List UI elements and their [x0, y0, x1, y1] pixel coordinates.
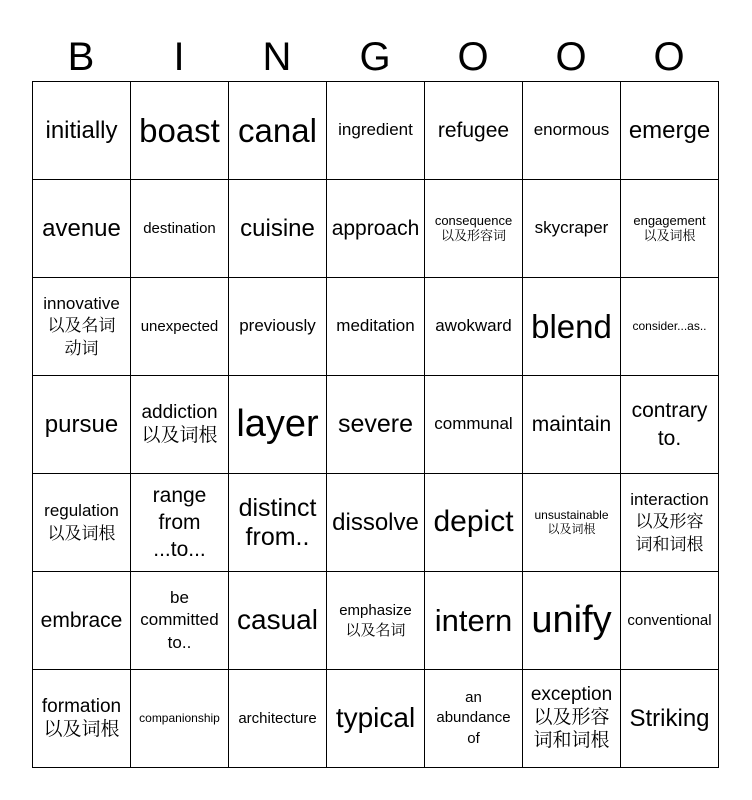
bingo-cell[interactable]: engagement 以及词根 [621, 180, 719, 278]
bingo-cell[interactable]: be committed to.. [131, 572, 229, 670]
header-letter: N [262, 35, 292, 79]
header-letter: O [653, 35, 685, 79]
bingo-cell[interactable]: maintain [523, 376, 621, 474]
bingo-cell[interactable]: severe [327, 376, 425, 474]
bingo-cell[interactable]: unexpected [131, 278, 229, 376]
bingo-cell[interactable]: previously [229, 278, 327, 376]
bingo-cell[interactable]: depict [425, 474, 523, 572]
bingo-cell[interactable]: conventional [621, 572, 719, 670]
bingo-cell[interactable]: emerge [621, 82, 719, 180]
header-letter: I [173, 35, 185, 79]
bingo-cell[interactable]: innovative 以及名词 动词 [33, 278, 131, 376]
bingo-cell[interactable]: exception 以及形容 词和词根 [523, 670, 621, 768]
header-letter: O [457, 35, 489, 79]
bingo-cell[interactable]: architecture [229, 670, 327, 768]
bingo-cell[interactable]: ingredient [327, 82, 425, 180]
bingo-cell[interactable]: unify [523, 572, 621, 670]
bingo-cell[interactable]: communal [425, 376, 523, 474]
bingo-cell[interactable]: refugee [425, 82, 523, 180]
bingo-cell[interactable]: contrary to. [621, 376, 719, 474]
bingo-cell[interactable]: initially [33, 82, 131, 180]
bingo-cell[interactable]: regulation 以及词根 [33, 474, 131, 572]
bingo-cell[interactable]: typical [327, 670, 425, 768]
bingo-cell[interactable]: formation 以及词根 [33, 670, 131, 768]
bingo-cell[interactable]: consequence 以及形容词 [425, 180, 523, 278]
bingo-cell[interactable]: layer [229, 376, 327, 474]
bingo-cell[interactable]: skycraper [523, 180, 621, 278]
bingo-cell[interactable]: an abundance of [425, 670, 523, 768]
bingo-grid [32, 81, 719, 768]
bingo-cell[interactable]: range from ...to... [131, 474, 229, 572]
bingo-cell[interactable]: boast [131, 82, 229, 180]
bingo-cell[interactable]: avenue [33, 180, 131, 278]
bingo-cell[interactable]: interaction 以及形容 词和词根 [621, 474, 719, 572]
bingo-cell[interactable]: destination [131, 180, 229, 278]
bingo-cell[interactable]: pursue [33, 376, 131, 474]
bingo-cell[interactable]: addiction 以及词根 [131, 376, 229, 474]
bingo-cell[interactable]: unsustainable 以及词根 [523, 474, 621, 572]
bingo-cell[interactable]: blend [523, 278, 621, 376]
bingo-cell[interactable]: Striking [621, 670, 719, 768]
header-letter: O [555, 35, 587, 79]
bingo-cell[interactable]: awokward [425, 278, 523, 376]
bingo-cell[interactable]: companionship [131, 670, 229, 768]
bingo-cell[interactable]: dissolve [327, 474, 425, 572]
bingo-cell[interactable]: emphasize 以及名词 [327, 572, 425, 670]
header-letter: G [359, 35, 391, 79]
bingo-cell[interactable]: cuisine [229, 180, 327, 278]
bingo-cell[interactable]: distinct from.. [229, 474, 327, 572]
bingo-cell[interactable]: embrace [33, 572, 131, 670]
bingo-cell[interactable]: approach [327, 180, 425, 278]
bingo-cell[interactable]: intern [425, 572, 523, 670]
bingo-cell[interactable]: consider...as.. [621, 278, 719, 376]
bingo-header [32, 32, 718, 82]
bingo-cell[interactable]: enormous [523, 82, 621, 180]
bingo-cell[interactable]: canal [229, 82, 327, 180]
header-letter: B [67, 35, 95, 79]
bingo-cell[interactable]: casual [229, 572, 327, 670]
bingo-cell[interactable]: meditation [327, 278, 425, 376]
